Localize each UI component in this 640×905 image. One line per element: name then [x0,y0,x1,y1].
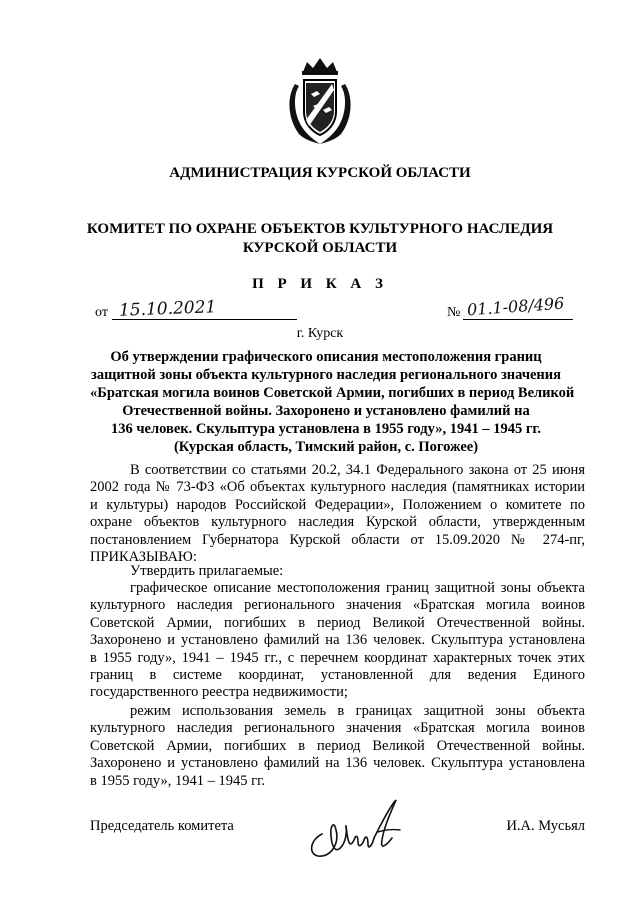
date-value: 15.10.2021 [118,297,217,321]
text-line: охране объектов культурного наследия Курской области, утвержденным [90,514,585,531]
text-line: границ в системе координат, установленной для ведения Единого [90,667,585,684]
signer-position: Председатель комитета [90,818,234,834]
text-line: Советской Армии, погибших в период Великой Отечественной войны. [90,614,585,631]
order-title-line: «Братская могила воинов Советской Армии, погибших в период Великой [90,385,575,401]
committee-title-line1: КОМИТЕТ ПО ОХРАНЕ ОБЪЕКТОВ КУЛЬТУРНОГО НАСЛЕДИЯ [86,221,554,237]
signer-name: И.А. Мусьял [506,818,585,834]
committee-title [0,220,640,258]
text-line: в 1955 году», 1941 – 1945 гг. [90,772,266,789]
administration-title: АДМИНИСТРАЦИЯ КУРСКОЙ ОБЛАСТИ [169,165,471,181]
text-line: Утвердить прилагаемые: [130,563,284,579]
committee-title-line2: КУРСКОЙ ОБЛАСТИ [242,240,398,256]
text-line: Захоронено и установлено фамилий на 136 человек. Скульптура установлена [90,755,585,772]
text-line: государственного реестра недвижимости; [90,684,348,701]
date-underline [112,319,297,320]
graphic-description-paragraph [90,580,585,702]
order-title-line: Отечественной войны. Захоронено и установлено фамилий на [122,403,530,419]
approve-paragraph [90,563,585,580]
text-line: Советской Армии, погибших в период Великой Отечественной войны. [90,737,585,754]
text-line: режим использования земель в границах защитной зоны объекта [130,703,585,719]
order-title [90,348,575,456]
text-line: и культуры) народов Российской Федерации», Положением о комитете по [90,496,585,513]
order-title-line: защитной зоны объекта культурного наследия регионального значения [91,367,561,383]
text-line: постановлением Губернатора Курской области от 15.09.2020 № 274-пг, [90,531,585,548]
coat-of-arms-icon [285,56,355,146]
number-label: № [447,305,461,320]
text-line: культурного наследия регионального значения «Братская могила воинов [90,720,585,737]
order-title-line: 136 человек. Скульптура установлена в 1955 году», 1941 – 1945 гг. [110,421,541,437]
city: г. Курск [296,326,344,341]
handwritten-signature [300,796,410,866]
number-value: 01.1-08/496 [466,293,565,320]
text-line: ПРИКАЗЫВАЮ: [90,549,197,566]
order-title-line: Об утверждении графического описания местоположения границ [110,349,542,365]
text-line: графическое описание местоположения границ защитной зоны объекта [130,580,585,596]
text-line: в 1955 году», 1941 – 1945 гг., с перечнем координат характерных точек этих [90,649,585,666]
date-number-row [95,293,575,323]
text-line: 2002 года № 73-ФЗ «Об объектах культурного наследия (памятниках истории [90,479,585,496]
document-type: П Р И К А З [252,276,388,292]
order-title-line: (Курская область, Тимский район, с. Погожее) [173,439,479,455]
signature-block [90,816,585,876]
text-line: Захоронено и установлено фамилий на 136 человек. Скульптура установлена [90,632,585,649]
preamble-paragraph [90,462,585,566]
text-line: В соответствии со статьями 20.2, 34.1 Федерального закона от 25 июня [130,462,585,478]
number-underline [463,319,573,320]
land-use-regime-paragraph [90,703,585,790]
date-label: от [95,305,108,320]
text-line: культурного наследия регионального значения «Братская могила воинов [90,597,585,614]
